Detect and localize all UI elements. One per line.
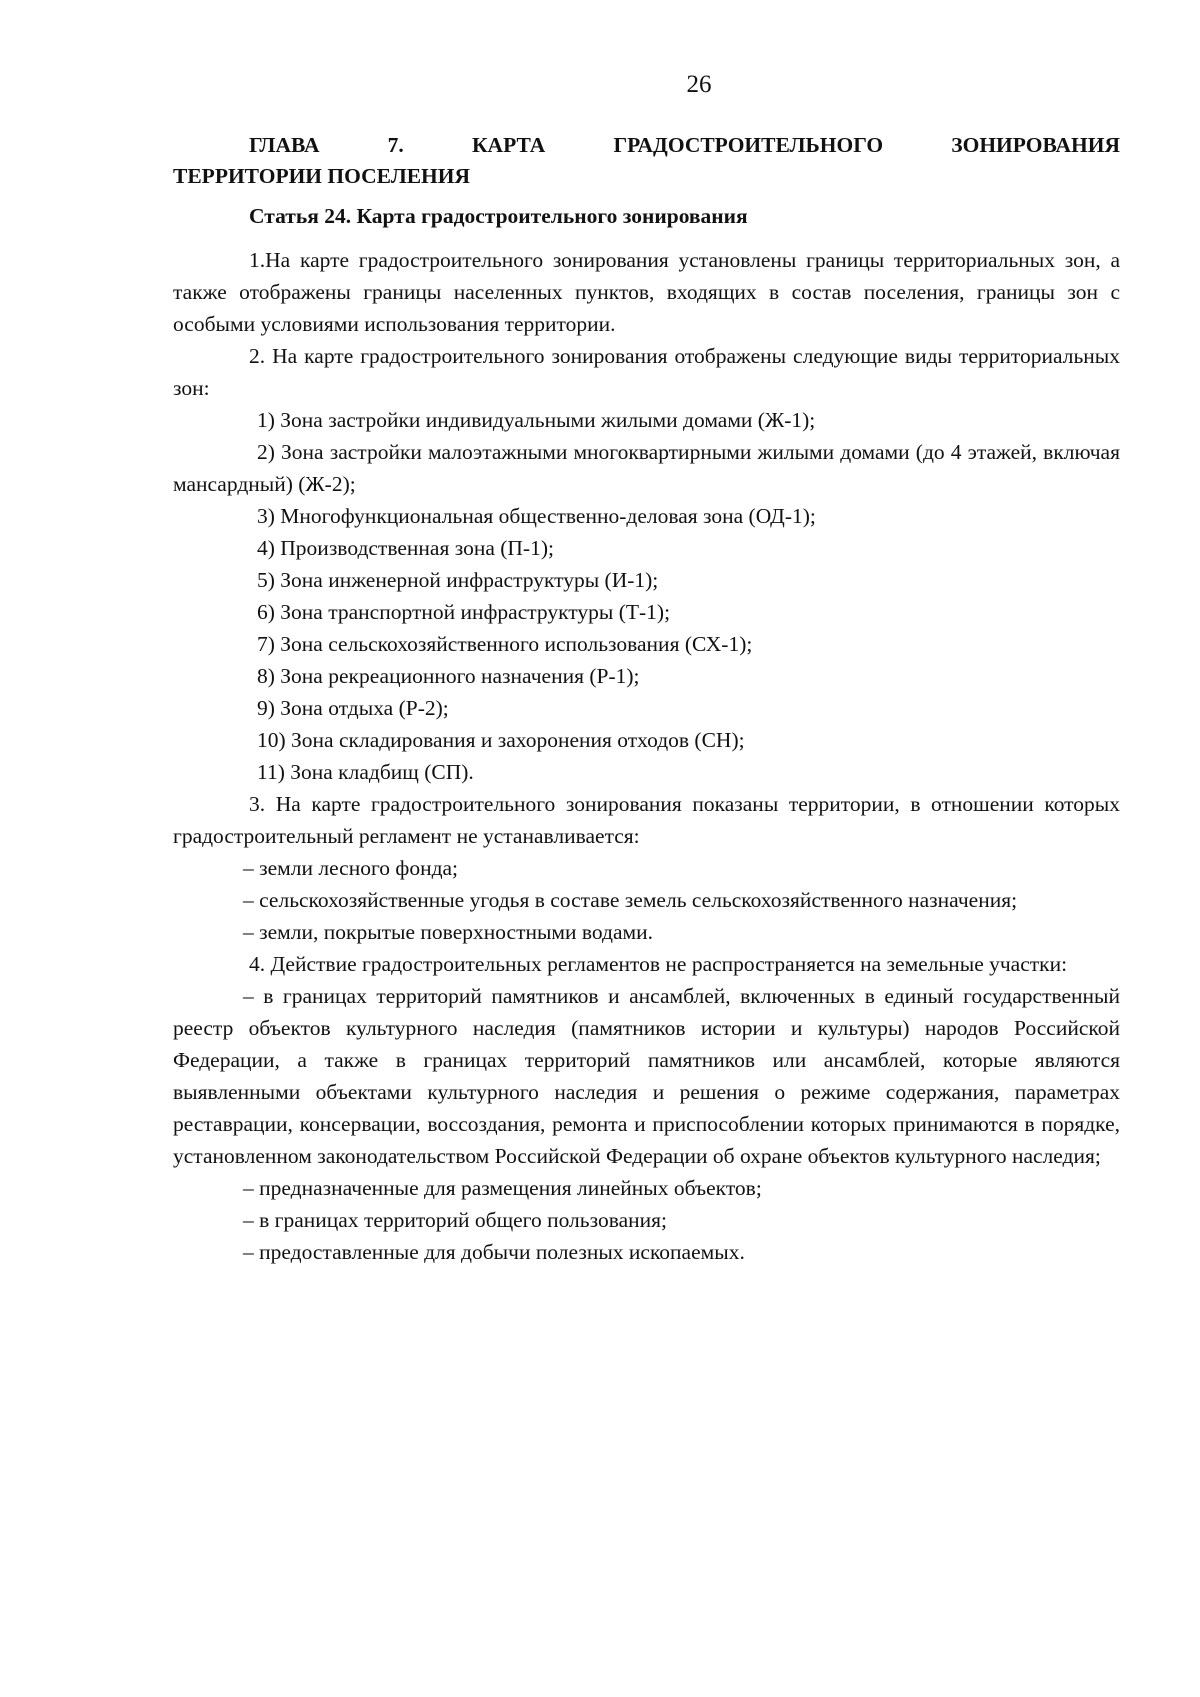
chapter-title bbox=[173, 130, 1120, 192]
zone-item-8: 8) Зона рекреационного назначения (Р-1); bbox=[257, 664, 640, 688]
zone-item-5: 5) Зона инженерной инфраструктуры (И-1); bbox=[257, 568, 659, 592]
zone-item-7: 7) Зона сельскохозяйственного использования (СХ-1); bbox=[257, 632, 753, 656]
zone-item-6: 6) Зона транспортной инфраструктуры (Т-1); bbox=[257, 600, 671, 624]
exempt-item-3: – в границах территорий общего пользования; bbox=[243, 1208, 667, 1232]
paragraph-1: 1.На карте градостроительного зонирования установлены границы территориальных зон, а также отображены границы населенных пунктов, входящих в состав поселения, границы зон с особыми условиями использования территории. bbox=[173, 248, 1120, 336]
article-title: Статья 24. Карта градостроительного зонирования bbox=[249, 204, 748, 228]
unregulated-item-1: – земли лесного фонда; bbox=[243, 856, 459, 880]
chapter-title-line-1: ГЛАВА 7. КАРТА ГРАДОСТРОИТЕЛЬНОГО ЗОНИРОВАНИЯ bbox=[249, 133, 1120, 157]
exempt-item-2: – предназначенные для размещения линейных объектов; bbox=[243, 1176, 762, 1200]
zone-item-4: 4) Производственная зона (П-1); bbox=[257, 536, 554, 560]
paragraph-3: 3. На карте градостроительного зонирования показаны территории, в отношении которых градостроительный регламент не устанавливается: bbox=[173, 792, 1120, 848]
page-number: 26 bbox=[686, 71, 712, 98]
exempt-item-1: – в границах территорий памятников и ансамблей, включенных в единый государственный реестр объектов культурного наследия (памятников истории и культуры) народов Российской Федерации, а также в границах территорий памятников или ансамблей, которые являются выявленными объектами культурного наследия и решения о режиме содержания, параметрах реставрации, консервации, воссоздания, ремонта и приспособлении которых принимаются в порядке, установленном законодательством Российской Федерации об охране объектов культурного наследия; bbox=[173, 984, 1120, 1168]
zone-item-10: 10) Зона складирования и захоронения отходов (СН); bbox=[257, 728, 745, 752]
paragraph-2: 2. На карте градостроительного зонирования отображены следующие виды территориальных зон: bbox=[173, 344, 1120, 400]
zone-item-3: 3) Многофункциональная общественно-деловая зона (ОД-1); bbox=[257, 504, 816, 528]
exempt-item-4: – предоставленные для добычи полезных ископаемых. bbox=[243, 1240, 745, 1264]
zone-item-11: 11) Зона кладбищ (СП). bbox=[257, 760, 474, 784]
paragraph-4: 4. Действие градостроительных регламентов не распространяется на земельные участки: bbox=[249, 952, 1068, 976]
zone-item-9: 9) Зона отдыха (Р-2); bbox=[257, 696, 449, 720]
zone-item-2: 2) Зона застройки малоэтажными многоквартирными жилыми домами (до 4 этажей, включая мансардный) (Ж-2); bbox=[173, 440, 1120, 496]
chapter-title-line-2: ТЕРРИТОРИИ ПОСЕЛЕНИЯ bbox=[173, 164, 471, 188]
zone-item-1: 1) Зона застройки индивидуальными жилыми домами (Ж-1); bbox=[257, 408, 816, 432]
unregulated-item-2: – сельскохозяйственные угодья в составе земель сельскохозяйственного назначения; bbox=[243, 888, 1018, 912]
unregulated-item-3: – земли, покрытые поверхностными водами. bbox=[243, 920, 654, 944]
